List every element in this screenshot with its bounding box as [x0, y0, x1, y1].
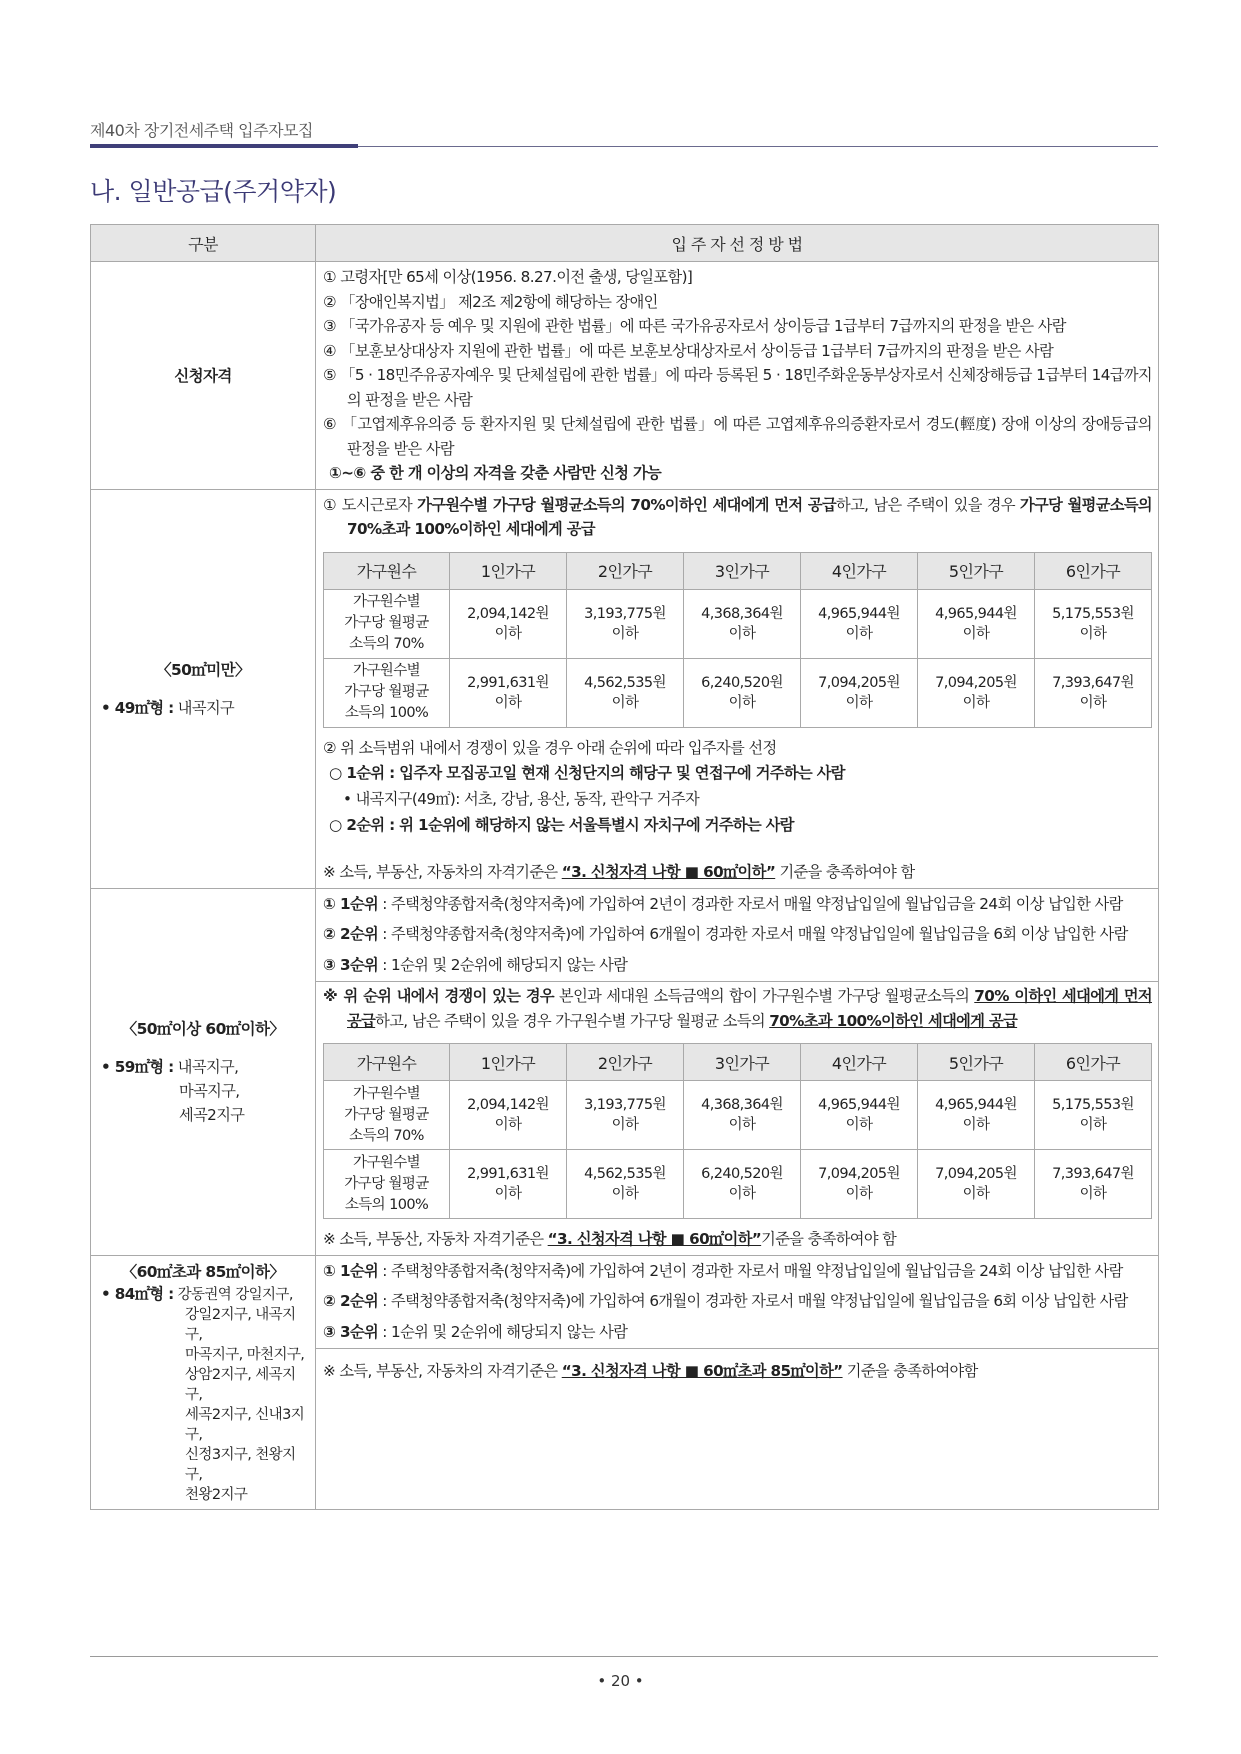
- amount: 3,193,775원: [584, 605, 666, 622]
- income-header: 2인가구: [567, 1044, 684, 1081]
- label-line: 가구당 월평균: [344, 1106, 429, 1123]
- eligibility-item: ⑥ 「고엽제후유의증 등 환자지원 및 단체설립에 관한 법률」에 따른 고엽제후유의증환자로서 경도(輕度) 장애 이상의 장애등급의 판정을 받은 사람: [323, 415, 1152, 458]
- amount: 2,094,142원: [467, 605, 549, 622]
- label-line: 가구당 월평균: [344, 684, 429, 700]
- district-name: 세곡2지구: [179, 1105, 245, 1124]
- income-cell: [450, 589, 567, 658]
- over60-note: [323, 1359, 1152, 1384]
- over60-house-type: [101, 1284, 305, 1505]
- income-row-100: [324, 658, 1152, 727]
- mid60-category: [91, 888, 316, 1255]
- suffix: 이하: [611, 1117, 639, 1133]
- bold-text: 가구원수별 가구당 월평균소득의 70%이하인 세대에게 먼저 공급: [417, 495, 837, 514]
- amount: 4,965,944원: [818, 605, 900, 622]
- suffix: 이하: [1079, 625, 1107, 642]
- eligibility-item: ⑤ 「5 · 18민주유공자예우 및 단체설립에 관한 법률」에 따라 등록된 5 · 18민주화운동부상자로서 신체장해등급 1급부터 14급까지의 판정을 받은 사람: [323, 366, 1152, 409]
- bold-text: ※ 위 순위 내에서 경쟁이 있는 경우: [323, 987, 554, 1005]
- footer-divider: [90, 1656, 1158, 1657]
- text: ※ 소득, 부동산, 자동차 자격기준은: [323, 1230, 548, 1248]
- under50-category: [91, 489, 316, 888]
- suffix: 이하: [845, 1186, 873, 1202]
- income-row-70: [324, 589, 1152, 658]
- income-cell: [918, 1150, 1035, 1219]
- mid60-rank3: [323, 953, 1152, 978]
- suffix: 이하: [611, 1186, 639, 1202]
- eligibility-summary: ①~⑥ 중 한 개 이상의 자격을 갖춘 사람만 신청 가능: [329, 464, 662, 482]
- income-cell: [567, 1081, 684, 1150]
- suffix: 이하: [494, 1117, 522, 1133]
- income-cell: [567, 589, 684, 658]
- under50-title: 〈50㎡미만〉: [156, 660, 250, 679]
- under50-row: [91, 489, 1159, 888]
- bold-text: 가구당 월평균소득의 70%초과 100%이하인 세대에게 공급: [347, 495, 1152, 538]
- suffix: 이하: [1079, 1117, 1107, 1133]
- amount: 4,965,944원: [935, 605, 1017, 622]
- amount: 4,368,364원: [701, 1097, 783, 1113]
- text: ① 도시근로자: [323, 495, 418, 514]
- income-cell: [684, 658, 801, 727]
- district-name: 강일2지구, 내곡지구,: [185, 1306, 296, 1343]
- header-method: 입 주 자 선 정 방 법: [316, 225, 1159, 262]
- amount: 7,094,205원: [818, 674, 900, 691]
- mid60-row: [91, 888, 1159, 1255]
- income-cell: [1035, 658, 1152, 727]
- amount: 7,094,205원: [935, 1166, 1017, 1182]
- district-name: 마곡지구,: [179, 1081, 240, 1100]
- under50-item1: [323, 493, 1152, 542]
- amount: 6,240,520원: [701, 1166, 783, 1182]
- rank-label: ② 2순위: [323, 1292, 379, 1310]
- income-header: 3인가구: [684, 1044, 801, 1081]
- income-row-label: [324, 1081, 450, 1150]
- suffix: 이하: [728, 694, 756, 711]
- header-category: 구분: [91, 225, 316, 262]
- label-line: 가구당 월평균: [344, 615, 429, 631]
- rank-label: ③ 3순위: [323, 1322, 379, 1341]
- text: : 주택청약종합저축(청약저축)에 가입하여 6개월이 경과한 자로서 매월 약정납입일에 월납입금을 6회 이상 납입한 사람: [382, 925, 1128, 943]
- income-cell: [801, 1081, 918, 1150]
- income-header: 1인가구: [450, 552, 567, 589]
- header-accent-bar: [90, 144, 358, 148]
- amount: 4,562,535원: [584, 674, 666, 691]
- income-header: 4인가구: [801, 552, 918, 589]
- suffix: 이하: [494, 1186, 522, 1202]
- district-name: 천왕2지구: [185, 1486, 248, 1503]
- income-row-100: [324, 1150, 1152, 1219]
- label-line: 소득의 70%: [349, 1127, 424, 1144]
- income-header: 3인가구: [684, 552, 801, 589]
- text: ※ 소득, 부동산, 자동차의 자격기준은: [323, 863, 562, 881]
- suffix: 이하: [1079, 1186, 1107, 1202]
- income-header: 6인가구: [1035, 1044, 1152, 1081]
- eligibility-row: [91, 262, 1159, 490]
- income-header: 2인가구: [567, 552, 684, 589]
- income-row-70: [324, 1081, 1152, 1150]
- income-cell: [450, 1150, 567, 1219]
- eligibility-item: ③ 「국가유공자 등 예우 및 지원에 관한 법률」에 따른 국가유공자로서 상이등급 1급부터 7급까지의 판정을 받은 사람: [323, 317, 1066, 335]
- rank-label: ③ 3순위: [323, 955, 379, 974]
- eligibility-content: [316, 262, 1159, 490]
- eligibility-item: ② 「장애인복지법」 제2조 제2항에 해당하는 장애인: [323, 292, 658, 311]
- suffix: 이하: [728, 1117, 756, 1133]
- income-cell: [684, 1150, 801, 1219]
- amount: 3,193,775원: [584, 1097, 666, 1113]
- suffix: 이하: [962, 1186, 990, 1202]
- over60-rank3: [323, 1320, 1152, 1345]
- amount: 2,094,142원: [467, 1097, 549, 1113]
- suffix: 이하: [494, 625, 522, 642]
- income-header: 4인가구: [801, 1044, 918, 1081]
- income-cell: [801, 1150, 918, 1219]
- text: : 주택청약종합저축(청약저축)에 가입하여 6개월이 경과한 자로서 매월 약정납입일에 월납입금을 6회 이상 납입한 사람: [382, 1292, 1128, 1310]
- text: 하고, 남은 주택이 있을 경우: [836, 495, 1020, 514]
- income-cell: [801, 658, 918, 727]
- income-table: [323, 552, 1152, 728]
- label-line: 소득의 100%: [344, 1196, 429, 1213]
- amount: 4,368,364원: [701, 605, 783, 622]
- underline-text: 70%초과 100%이하인 세대에게 공급: [769, 1011, 1018, 1030]
- amount: 7,393,647원: [1052, 1166, 1134, 1182]
- page-number: • 20 •: [597, 1672, 644, 1690]
- income-cell: [1035, 589, 1152, 658]
- income-cell: [567, 658, 684, 727]
- label-line: 소득의 100%: [344, 705, 429, 721]
- income-header: 1인가구: [450, 1044, 567, 1081]
- house-type-label: • 59㎡형 :: [101, 1057, 174, 1076]
- income-cell: [918, 589, 1035, 658]
- label-line: 가구원수별: [352, 594, 421, 610]
- amount: 5,175,553원: [1052, 605, 1134, 622]
- section-title: 나. 일반공급(주거약자): [90, 177, 337, 206]
- over60-rank2: [323, 1289, 1152, 1314]
- mid60-title: 〈50㎡이상 60㎡이하〉: [121, 1019, 285, 1038]
- income-row-label: [324, 658, 450, 727]
- suffix: 이하: [962, 694, 990, 711]
- text: : 1순위 및 2순위에 해당되지 않는 사람: [382, 1322, 628, 1341]
- suffix: 이하: [494, 694, 522, 711]
- house-type-label: • 49㎡형 :: [101, 698, 174, 717]
- amount: 4,965,944원: [935, 1097, 1017, 1113]
- eligibility-item: ① 고령자[만 65세 이상(1956. 8.27.이전 출생, 당일포함)]: [323, 268, 693, 286]
- under50-house-type: [101, 696, 305, 720]
- under50-content: [316, 489, 1159, 888]
- under50-item2: ② 위 소득범위 내에서 경쟁이 있을 경우 아래 순위에 따라 입주자를 선정: [323, 738, 777, 757]
- suffix: 이하: [611, 625, 639, 642]
- text: 본인과 세대원 소득금액의 합이 가구원수별 가구당 월평균소득의: [553, 987, 975, 1005]
- label-line: 가구당 월평균: [344, 1175, 429, 1192]
- suffix: 이하: [962, 625, 990, 642]
- rank-label: ① 1순위: [323, 1261, 379, 1280]
- district-name: 내곡지구,: [177, 1057, 239, 1076]
- rank2: ○ 2순위 : 위 1순위에 해당하지 않는 서울특별시 자치구에 거주하는 사람: [329, 816, 794, 834]
- mid60-house-type: [101, 1055, 305, 1127]
- eligibility-label: 신청자격: [174, 367, 232, 386]
- income-cell: [450, 658, 567, 727]
- mid60-rank2: [323, 922, 1152, 947]
- amount: 2,991,631원: [467, 1166, 549, 1182]
- over60-title: 〈60㎡초과 85㎡이하〉: [121, 1262, 285, 1281]
- amount: 7,094,205원: [935, 674, 1017, 691]
- rank1: ○ 1순위 : 입주자 모집공고일 현재 신청단지의 해당구 및 연접구에 거주하는 사람: [329, 764, 845, 782]
- over60-row: [91, 1255, 1159, 1509]
- amount: 5,175,553원: [1052, 1097, 1134, 1113]
- suffix: 이하: [728, 1186, 756, 1202]
- amount: 4,965,944원: [818, 1097, 900, 1113]
- suffix: 이하: [1079, 694, 1107, 711]
- income-cell: [567, 1150, 684, 1219]
- income-cell: [918, 1081, 1035, 1150]
- amount: 6,240,520원: [701, 674, 783, 691]
- over60-category: [91, 1255, 316, 1509]
- criteria-ref: “3. 신청자격 나항 ■ 60㎡이하”: [547, 1230, 762, 1248]
- income-cell: [1035, 1150, 1152, 1219]
- income-cell: [918, 658, 1035, 727]
- mid60-note: [323, 1227, 1152, 1252]
- income-cell: [801, 589, 918, 658]
- income-cell: [1035, 1081, 1152, 1150]
- suffix: 이하: [728, 625, 756, 642]
- suffix: 이하: [845, 1117, 873, 1133]
- text: 하고, 남은 주택이 있을 경우 가구원수별 가구당 월평균 소득의: [375, 1011, 770, 1030]
- income-cell: [684, 589, 801, 658]
- income-header: 5인가구: [918, 552, 1035, 589]
- suffix: 이하: [962, 1117, 990, 1133]
- house-type-label: • 84㎡형 :: [101, 1284, 174, 1303]
- income-header: 5인가구: [918, 1044, 1035, 1081]
- page-header: [90, 112, 1158, 150]
- district-name: 신정3지구, 천왕지구,: [185, 1446, 296, 1483]
- mid60-competition-note: [323, 984, 1152, 1033]
- rank-label: ① 1순위: [323, 894, 379, 913]
- amount: 2,991,631원: [467, 674, 549, 691]
- text: 기준을 충족하여야 함: [761, 1230, 897, 1248]
- amount: 7,094,205원: [818, 1166, 900, 1182]
- label-line: 가구원수별: [352, 1154, 421, 1171]
- label-line: 가구원수별: [352, 1085, 421, 1102]
- income-row-label: [324, 1150, 450, 1219]
- amount: 4,562,535원: [584, 1166, 666, 1182]
- label-line: 가구원수별: [352, 663, 421, 679]
- text: 기준을 충족하여야함: [842, 1362, 978, 1380]
- district-name: 마곡지구, 마천지구,: [185, 1346, 305, 1363]
- income-header: 6인가구: [1035, 552, 1152, 589]
- over60-rank1: [323, 1259, 1152, 1284]
- income-table: [323, 1043, 1152, 1219]
- district-name: 내곡지구: [177, 698, 235, 717]
- text: : 주택청약종합저축(청약저축)에 가입하여 2년이 경과한 자로서 매월 약정납입일에 월납입금을 24회 이상 납입한 사람: [382, 894, 1123, 913]
- text: : 1순위 및 2순위에 해당되지 않는 사람: [382, 955, 628, 974]
- text: : 주택청약종합저축(청약저축)에 가입하여 2년이 경과한 자로서 매월 약정납입일에 월납입금을 24회 이상 납입한 사람: [382, 1261, 1123, 1280]
- district-name: 강동권역 강일지구,: [177, 1286, 293, 1303]
- text: 기준을 충족하여야 함: [775, 863, 915, 881]
- label-line: 소득의 70%: [349, 636, 424, 652]
- text: ※ 소득, 부동산, 자동차의 자격기준은: [323, 1362, 562, 1380]
- suffix: 이하: [845, 694, 873, 711]
- rank1-sub: • 내곡지구(49㎡): 서초, 강남, 용산, 동작, 관악구 거주자: [343, 790, 700, 808]
- eligibility-item: ④ 「보훈보상대상자 지원에 관한 법률」에 따른 보훈보상대상자로서 상이등급 1급부터 7급까지의 판정을 받은 사람: [323, 341, 1054, 360]
- income-cell: [684, 1081, 801, 1150]
- suffix: 이하: [611, 694, 639, 711]
- suffix: 이하: [845, 625, 873, 642]
- underline-text: 70% 이하인 세대에게 먼저 공급: [347, 987, 1152, 1030]
- income-header: 가구원수: [324, 552, 450, 589]
- amount: 7,393,647원: [1052, 674, 1134, 691]
- rank-label: ② 2순위: [323, 925, 379, 943]
- mid60-content: [316, 888, 1159, 1255]
- district-name: 세곡2지구, 신내3지구,: [185, 1406, 305, 1443]
- selection-method-table: [90, 224, 1159, 1510]
- eligibility-category: [91, 262, 316, 490]
- income-header: 가구원수: [324, 1044, 450, 1081]
- income-cell: [450, 1081, 567, 1150]
- over60-content: [316, 1255, 1159, 1509]
- criteria-ref: “3. 신청자격 나항 ■ 60㎡이하”: [561, 863, 776, 881]
- district-name: 상암2지구, 세곡지구,: [185, 1366, 296, 1403]
- document-title: 제40차 장기전세주택 입주자모집: [90, 121, 313, 140]
- under50-note: [323, 860, 1152, 885]
- criteria-ref: “3. 신청자격 나항 ■ 60㎡초과 85㎡이하”: [561, 1362, 843, 1380]
- income-row-label: [324, 589, 450, 658]
- mid60-rank1: [323, 892, 1152, 917]
